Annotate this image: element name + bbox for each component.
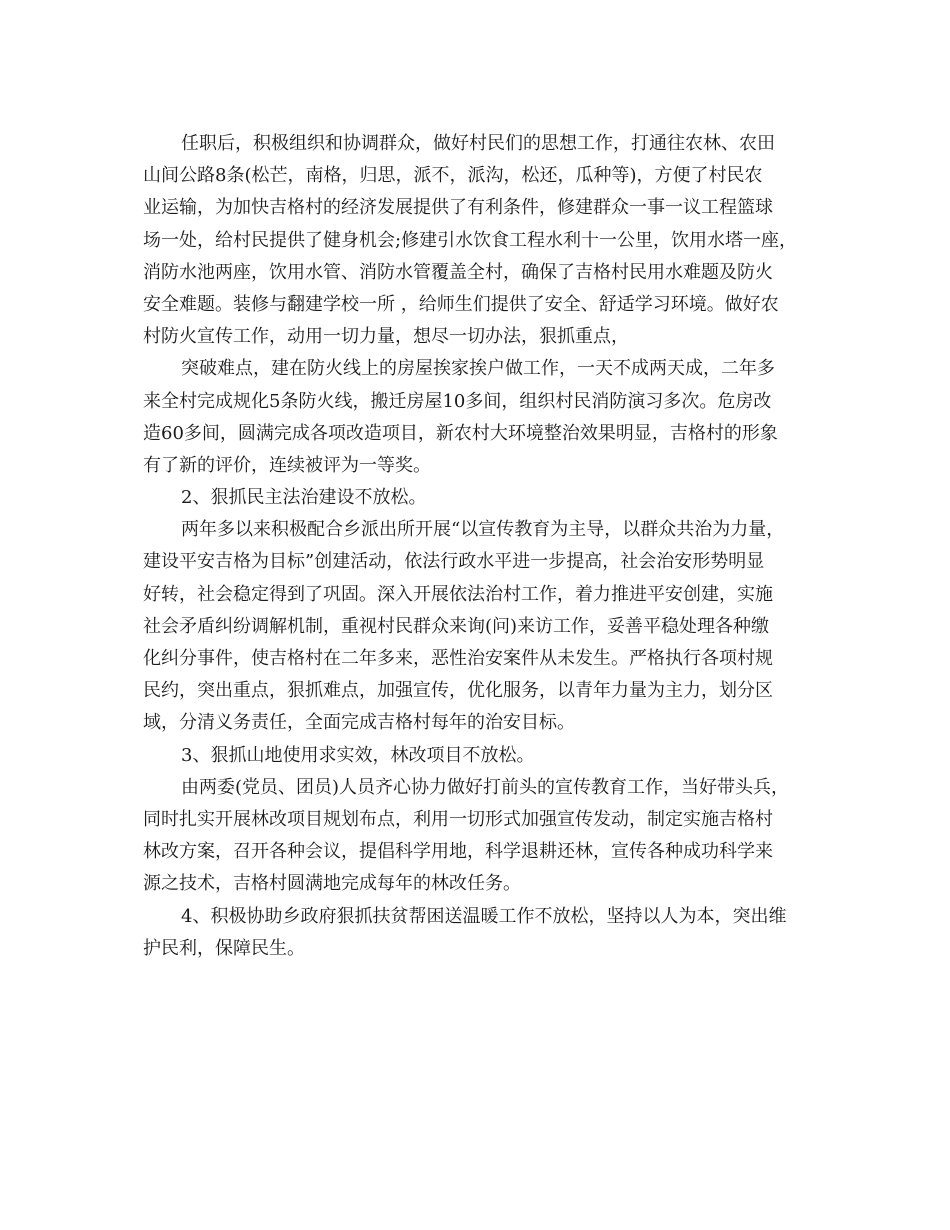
text-line: 业运输，为加快吉格村的经济发展提供了有利条件，修建群众一事一议工程篮球 bbox=[143, 197, 773, 219]
text-line: 化纠分事件，使吉格村在二年多来，恶性治安案件从未发生。严格执行各项村规 bbox=[143, 648, 773, 669]
text-line: 突破难点，建在防火线上的房屋挨家挨户做工作，一天不成两天成，二年多 bbox=[181, 358, 775, 380]
text-line: 两年多以来积极配合乡派出所开展“以宣传教育为主导，以群众共治为力量， bbox=[181, 519, 785, 541]
text-line: 林改方案，召开各种会议，提倡科学用地，科学退耕还林，宣传各种成功科学来 bbox=[143, 841, 773, 863]
text-line: 山间公路8条(松芒，南格，归思，派不，派沟，松还，瓜种等)，方便了村民农 bbox=[143, 165, 763, 187]
text-line: 任职后，积极组织和协调群众，做好村民们的思想工作，打通往农林、农田 bbox=[181, 133, 775, 154]
text-line: 由两委(党员、团员)人员齐心协力做好打前头的宣传教育工作，当好带头兵， bbox=[181, 776, 790, 798]
text-line: 民约，突出重点，狠抓难点，加强宣传，优化服务，以青年力量为主力，划分区 bbox=[143, 680, 773, 702]
text-line: 村防火宣传工作，动用一切力量，想尽一切办法，狠抓重点， bbox=[143, 326, 629, 348]
text-line: 同时扎实开展林改项目规划布点，利用一切形式加强宣传发动，制定实施吉格村 bbox=[143, 808, 773, 830]
text-line: 消防水池两座，饮用水管、消防水管覆盖全村，确保了吉格村民用水难题及防火 bbox=[143, 261, 773, 283]
text-line: 护民利，保障民生。 bbox=[143, 937, 305, 959]
text-line: 有了新的评价，连续被评为一等奖。 bbox=[143, 454, 431, 476]
text-line: 安全难题。装修与翻建学校一所 ，给师生们提供了安全、舒适学习环境。做好农 bbox=[143, 293, 779, 315]
document-body bbox=[143, 128, 823, 965]
text-line: 造60多间，圆满完成各项改造项目，新农村大环境整治效果明显，吉格村的形象 bbox=[143, 422, 778, 444]
text-line: 社会矛盾纠纷调解机制，重视村民群众来询(问)来访工作，妥善平稳处理各种缴 bbox=[143, 615, 770, 637]
text-line: 建设平安吉格为目标”创建活动，依法行政水平进一步提高，社会治安形势明显 bbox=[143, 551, 765, 573]
text-line: 好转，社会稳定得到了巩固。深入开展依法治村工作，着力推进平安创建，实施 bbox=[143, 583, 773, 605]
text-line: 源之技术，吉格村圆满地完成每年的林改任务。 bbox=[143, 873, 521, 895]
text-line: 来全村完成规化5条防火线，搬迁房屋10多间，组织村民消防演习多次。危房改 bbox=[143, 390, 772, 412]
text-line: 场一处，给村民提供了健身机会;修建引水饮食工程水利十一公里，饮用水塔一座， bbox=[143, 229, 798, 251]
text-line: 4、积极协助乡政府狠抓扶贫帮困送温暖工作不放松，坚持以人为本，突出维 bbox=[181, 905, 787, 927]
text-line: 域，分清义务责任，全面完成吉格村每年的治安目标。 bbox=[143, 712, 575, 734]
text-line: 2、狠抓民主法治建设不放松。 bbox=[181, 487, 427, 509]
text-line: 3、狠抓山地使用求实效，林改项目不放松。 bbox=[181, 744, 535, 766]
